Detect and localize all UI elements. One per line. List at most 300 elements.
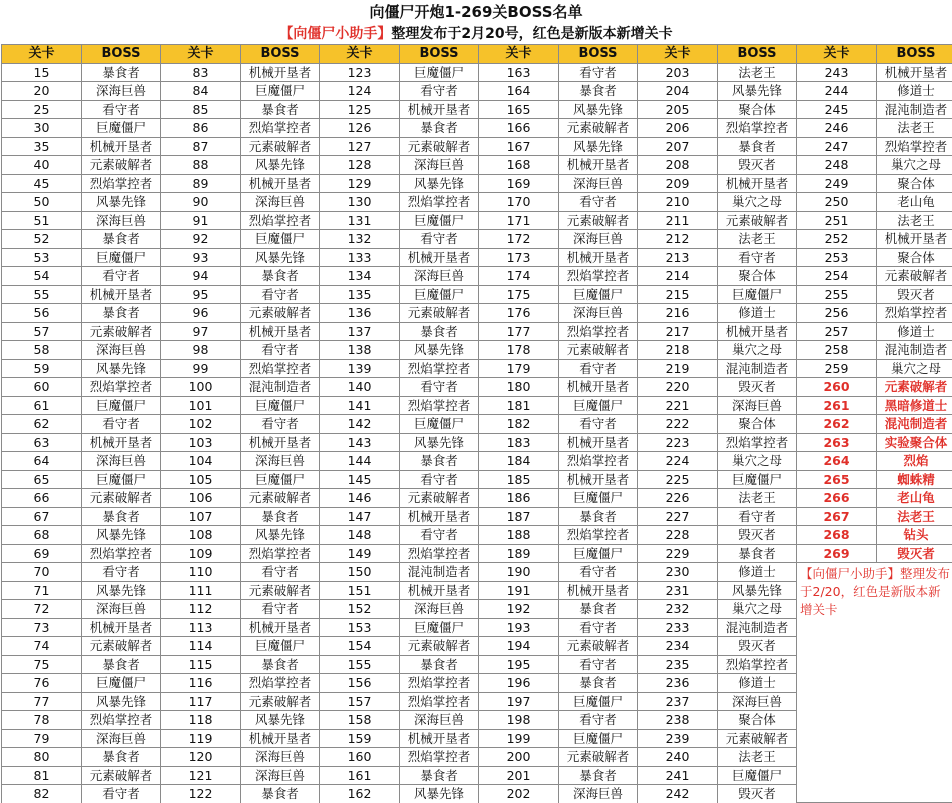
boss-cell: 元素破解者	[82, 156, 161, 175]
level-cell: 207	[638, 137, 718, 156]
table-row	[2, 285, 952, 304]
level-cell: 71	[2, 581, 82, 600]
boss-cell: 暴食者	[559, 82, 638, 101]
level-cell: 228	[638, 526, 718, 545]
level-cell: 241	[638, 766, 718, 785]
level-cell: 64	[2, 452, 82, 471]
table-row	[2, 415, 952, 434]
table-row	[2, 230, 952, 249]
boss-cell: 看守者	[559, 359, 638, 378]
boss-cell: 看守者	[241, 563, 320, 582]
boss-cell: 元素破解者	[241, 581, 320, 600]
level-cell: 139	[320, 359, 400, 378]
level-cell: 128	[320, 156, 400, 175]
level-cell: 242	[638, 785, 718, 803]
boss-cell: 暴食者	[559, 766, 638, 785]
level-cell: 244	[797, 82, 877, 101]
boss-cell: 烈焰	[877, 452, 952, 471]
level-cell: 256	[797, 304, 877, 323]
level-cell: 175	[479, 285, 559, 304]
table-row	[2, 267, 952, 286]
table-row	[2, 544, 952, 563]
boss-cell: 元素破解者	[718, 211, 797, 230]
level-cell: 84	[161, 82, 241, 101]
boss-cell: 巨魔僵尸	[241, 230, 320, 249]
level-cell: 75	[2, 655, 82, 674]
level-cell: 96	[161, 304, 241, 323]
level-cell: 156	[320, 674, 400, 693]
level-cell: 57	[2, 322, 82, 341]
boss-cell: 风暴先锋	[82, 359, 161, 378]
level-cell: 210	[638, 193, 718, 212]
level-cell: 107	[161, 507, 241, 526]
boss-cell: 烈焰掌控者	[82, 174, 161, 193]
level-cell: 269	[797, 544, 877, 563]
level-cell: 35	[2, 137, 82, 156]
level-cell: 125	[320, 100, 400, 119]
header-level: 关卡	[320, 45, 400, 64]
level-cell: 185	[479, 470, 559, 489]
boss-cell: 聚合体	[877, 174, 952, 193]
level-cell: 264	[797, 452, 877, 471]
level-cell: 153	[320, 618, 400, 637]
level-cell: 148	[320, 526, 400, 545]
boss-cell: 毁灭者	[877, 285, 952, 304]
level-cell: 60	[2, 378, 82, 397]
boss-table	[1, 44, 952, 803]
boss-cell: 看守者	[82, 415, 161, 434]
level-cell: 99	[161, 359, 241, 378]
boss-cell: 深海巨兽	[718, 396, 797, 415]
boss-cell: 机械开垦者	[877, 63, 952, 82]
boss-cell: 机械开垦者	[559, 433, 638, 452]
level-cell: 212	[638, 230, 718, 249]
level-cell: 229	[638, 544, 718, 563]
level-cell: 169	[479, 174, 559, 193]
table-row	[2, 63, 952, 82]
level-cell: 141	[320, 396, 400, 415]
boss-cell: 深海巨兽	[400, 156, 479, 175]
boss-cell: 蜘蛛精	[877, 470, 952, 489]
level-cell: 97	[161, 322, 241, 341]
page-title: 向僵尸开炮1-269关BOSS名单	[0, 0, 952, 24]
boss-cell: 机械开垦者	[241, 174, 320, 193]
level-cell: 236	[638, 674, 718, 693]
boss-cell: 巨魔僵尸	[718, 285, 797, 304]
boss-cell: 看守者	[82, 100, 161, 119]
boss-cell: 混沌制造者	[877, 415, 952, 434]
boss-cell: 暴食者	[718, 544, 797, 563]
level-cell: 233	[638, 618, 718, 637]
boss-cell: 元素破解者	[241, 692, 320, 711]
table-row	[2, 100, 952, 119]
boss-cell: 元素破解者	[559, 119, 638, 138]
level-cell: 248	[797, 156, 877, 175]
boss-cell: 钻头	[877, 526, 952, 545]
boss-cell: 机械开垦者	[877, 230, 952, 249]
boss-cell: 机械开垦者	[559, 156, 638, 175]
level-cell: 203	[638, 63, 718, 82]
level-cell: 219	[638, 359, 718, 378]
boss-cell: 暴食者	[82, 230, 161, 249]
level-cell: 187	[479, 507, 559, 526]
boss-cell: 烈焰掌控者	[400, 544, 479, 563]
level-cell: 163	[479, 63, 559, 82]
boss-cell: 暴食者	[400, 452, 479, 471]
level-cell: 105	[161, 470, 241, 489]
level-cell: 180	[479, 378, 559, 397]
header-boss: BOSS	[877, 45, 952, 64]
boss-cell: 烈焰掌控者	[877, 137, 952, 156]
boss-cell: 元素破解者	[559, 748, 638, 767]
boss-cell: 烈焰掌控者	[241, 674, 320, 693]
boss-cell: 混沌制造者	[718, 618, 797, 637]
boss-cell: 法老王	[718, 63, 797, 82]
header-level: 关卡	[161, 45, 241, 64]
level-cell: 255	[797, 285, 877, 304]
boss-cell: 巨魔僵尸	[241, 637, 320, 656]
level-cell: 134	[320, 267, 400, 286]
boss-cell: 混沌制造者	[877, 341, 952, 360]
boss-cell: 风暴先锋	[400, 174, 479, 193]
level-cell: 220	[638, 378, 718, 397]
boss-cell: 风暴先锋	[718, 82, 797, 101]
level-cell: 131	[320, 211, 400, 230]
level-cell: 72	[2, 600, 82, 619]
level-cell: 221	[638, 396, 718, 415]
boss-cell: 元素破解者	[400, 489, 479, 508]
boss-cell: 混沌制造者	[241, 378, 320, 397]
level-cell: 129	[320, 174, 400, 193]
level-cell: 50	[2, 193, 82, 212]
boss-cell: 巨魔僵尸	[559, 544, 638, 563]
boss-cell: 暴食者	[400, 119, 479, 138]
boss-cell: 聚合体	[718, 415, 797, 434]
level-cell: 90	[161, 193, 241, 212]
boss-cell: 毁灭者	[718, 637, 797, 656]
level-cell: 132	[320, 230, 400, 249]
level-cell: 161	[320, 766, 400, 785]
boss-cell: 风暴先锋	[82, 193, 161, 212]
header-row	[2, 45, 952, 64]
boss-cell: 看守者	[400, 526, 479, 545]
level-cell: 245	[797, 100, 877, 119]
boss-cell: 看守者	[718, 248, 797, 267]
boss-cell: 看守者	[82, 785, 161, 803]
boss-cell: 深海巨兽	[400, 600, 479, 619]
level-cell: 91	[161, 211, 241, 230]
level-cell: 73	[2, 618, 82, 637]
boss-cell: 元素破解者	[82, 637, 161, 656]
boss-cell: 巢穴之母	[718, 452, 797, 471]
boss-cell: 烈焰掌控者	[400, 674, 479, 693]
boss-cell: 巨魔僵尸	[241, 396, 320, 415]
table-row	[2, 489, 952, 508]
boss-cell: 元素破解者	[400, 304, 479, 323]
level-cell: 30	[2, 119, 82, 138]
level-cell: 140	[320, 378, 400, 397]
level-cell: 177	[479, 322, 559, 341]
level-cell: 215	[638, 285, 718, 304]
level-cell: 40	[2, 156, 82, 175]
boss-cell: 巨魔僵尸	[559, 396, 638, 415]
level-cell: 144	[320, 452, 400, 471]
table-row	[2, 211, 952, 230]
boss-cell: 巨魔僵尸	[400, 285, 479, 304]
boss-cell: 毁灭者	[718, 526, 797, 545]
table-row	[2, 507, 952, 526]
boss-cell: 风暴先锋	[718, 581, 797, 600]
boss-cell: 看守者	[718, 507, 797, 526]
level-cell: 259	[797, 359, 877, 378]
header-boss: BOSS	[718, 45, 797, 64]
level-cell: 112	[161, 600, 241, 619]
boss-cell: 法老王	[877, 211, 952, 230]
boss-cell: 巨魔僵尸	[82, 470, 161, 489]
level-cell: 25	[2, 100, 82, 119]
table-row	[2, 378, 952, 397]
level-cell: 243	[797, 63, 877, 82]
boss-cell: 机械开垦者	[559, 470, 638, 489]
boss-cell: 看守者	[241, 415, 320, 434]
level-cell: 195	[479, 655, 559, 674]
boss-cell: 巨魔僵尸	[82, 119, 161, 138]
boss-cell: 风暴先锋	[82, 692, 161, 711]
level-cell: 95	[161, 285, 241, 304]
boss-cell: 烈焰掌控者	[718, 119, 797, 138]
level-cell: 123	[320, 63, 400, 82]
boss-cell: 烈焰掌控者	[400, 692, 479, 711]
boss-cell: 元素破解者	[241, 137, 320, 156]
level-cell: 201	[479, 766, 559, 785]
level-cell: 173	[479, 248, 559, 267]
boss-cell: 风暴先锋	[400, 341, 479, 360]
level-cell: 58	[2, 341, 82, 360]
boss-cell: 机械开垦者	[400, 248, 479, 267]
level-cell: 209	[638, 174, 718, 193]
level-cell: 150	[320, 563, 400, 582]
page-subtitle	[0, 24, 952, 44]
level-cell: 76	[2, 674, 82, 693]
level-cell: 191	[479, 581, 559, 600]
boss-cell: 风暴先锋	[559, 100, 638, 119]
level-cell: 265	[797, 470, 877, 489]
table-row	[2, 526, 952, 545]
boss-cell: 巨魔僵尸	[400, 415, 479, 434]
level-cell: 67	[2, 507, 82, 526]
boss-cell: 深海巨兽	[718, 692, 797, 711]
boss-cell: 看守者	[559, 193, 638, 212]
level-cell: 115	[161, 655, 241, 674]
table-row	[2, 396, 952, 415]
level-cell: 77	[2, 692, 82, 711]
boss-cell: 暴食者	[241, 785, 320, 803]
boss-cell: 巨魔僵尸	[241, 82, 320, 101]
level-cell: 183	[479, 433, 559, 452]
boss-cell: 混沌制造者	[877, 100, 952, 119]
table-row	[2, 452, 952, 471]
boss-cell: 元素破解者	[241, 489, 320, 508]
level-cell: 117	[161, 692, 241, 711]
level-cell: 266	[797, 489, 877, 508]
boss-cell: 看守者	[241, 600, 320, 619]
level-cell: 135	[320, 285, 400, 304]
boss-cell: 烈焰掌控者	[82, 711, 161, 730]
level-cell: 218	[638, 341, 718, 360]
boss-cell: 机械开垦者	[241, 63, 320, 82]
boss-cell: 暴食者	[559, 600, 638, 619]
level-cell: 114	[161, 637, 241, 656]
level-cell: 240	[638, 748, 718, 767]
boss-cell: 风暴先锋	[241, 711, 320, 730]
level-cell: 186	[479, 489, 559, 508]
boss-cell: 机械开垦者	[400, 581, 479, 600]
level-cell: 15	[2, 63, 82, 82]
boss-cell: 烈焰掌控者	[718, 433, 797, 452]
level-cell: 167	[479, 137, 559, 156]
boss-cell: 风暴先锋	[400, 433, 479, 452]
boss-cell: 深海巨兽	[559, 230, 638, 249]
level-cell: 124	[320, 82, 400, 101]
boss-cell: 暴食者	[718, 137, 797, 156]
boss-cell: 烈焰掌控者	[559, 322, 638, 341]
table-row	[2, 156, 952, 175]
level-cell: 222	[638, 415, 718, 434]
level-cell: 59	[2, 359, 82, 378]
level-cell: 86	[161, 119, 241, 138]
level-cell: 20	[2, 82, 82, 101]
boss-cell: 烈焰掌控者	[400, 396, 479, 415]
level-cell: 119	[161, 729, 241, 748]
level-cell: 118	[161, 711, 241, 730]
level-cell: 258	[797, 341, 877, 360]
level-cell: 54	[2, 267, 82, 286]
boss-cell: 元素破解者	[559, 637, 638, 656]
boss-cell: 修道士	[718, 674, 797, 693]
level-cell: 79	[2, 729, 82, 748]
level-cell: 164	[479, 82, 559, 101]
level-cell: 162	[320, 785, 400, 803]
level-cell: 103	[161, 433, 241, 452]
boss-cell: 毁灭者	[877, 544, 952, 563]
level-cell: 189	[479, 544, 559, 563]
level-cell: 234	[638, 637, 718, 656]
level-cell: 226	[638, 489, 718, 508]
table-row	[2, 174, 952, 193]
boss-cell: 看守者	[82, 563, 161, 582]
level-cell: 211	[638, 211, 718, 230]
boss-cell: 风暴先锋	[82, 526, 161, 545]
boss-cell: 巨魔僵尸	[718, 766, 797, 785]
boss-cell: 风暴先锋	[241, 526, 320, 545]
header-boss: BOSS	[400, 45, 479, 64]
boss-cell: 机械开垦者	[82, 433, 161, 452]
boss-cell: 烈焰掌控者	[400, 748, 479, 767]
level-cell: 66	[2, 489, 82, 508]
boss-cell: 巨魔僵尸	[241, 470, 320, 489]
level-cell: 166	[479, 119, 559, 138]
boss-cell: 烈焰掌控者	[559, 267, 638, 286]
boss-cell: 烈焰掌控者	[559, 452, 638, 471]
boss-cell: 深海巨兽	[241, 766, 320, 785]
boss-cell: 实验聚合体	[877, 433, 952, 452]
level-cell: 101	[161, 396, 241, 415]
boss-cell: 暴食者	[241, 267, 320, 286]
boss-cell: 暴食者	[241, 507, 320, 526]
boss-cell: 巢穴之母	[718, 193, 797, 212]
header-level: 关卡	[2, 45, 82, 64]
level-cell: 205	[638, 100, 718, 119]
boss-cell: 深海巨兽	[559, 785, 638, 803]
level-cell: 192	[479, 600, 559, 619]
level-cell: 121	[161, 766, 241, 785]
boss-cell: 法老王	[877, 119, 952, 138]
boss-cell: 看守者	[559, 655, 638, 674]
level-cell: 184	[479, 452, 559, 471]
level-cell: 70	[2, 563, 82, 582]
level-cell: 106	[161, 489, 241, 508]
boss-cell: 风暴先锋	[82, 581, 161, 600]
level-cell: 230	[638, 563, 718, 582]
boss-cell: 深海巨兽	[559, 174, 638, 193]
boss-cell: 巨魔僵尸	[559, 285, 638, 304]
boss-cell: 机械开垦者	[241, 729, 320, 748]
level-cell: 214	[638, 267, 718, 286]
boss-cell: 看守者	[559, 63, 638, 82]
boss-cell: 混沌制造者	[718, 359, 797, 378]
table-row	[2, 304, 952, 323]
level-cell: 104	[161, 452, 241, 471]
level-cell: 82	[2, 785, 82, 803]
boss-cell: 元素破解者	[559, 211, 638, 230]
level-cell: 197	[479, 692, 559, 711]
level-cell: 206	[638, 119, 718, 138]
subtitle-highlight: 【向僵尸小助手】	[279, 26, 391, 42]
table-row	[2, 193, 952, 212]
boss-cell: 暴食者	[82, 507, 161, 526]
boss-cell: 烈焰掌控者	[241, 211, 320, 230]
boss-cell: 深海巨兽	[241, 748, 320, 767]
level-cell: 227	[638, 507, 718, 526]
boss-cell: 看守者	[400, 470, 479, 489]
level-cell: 249	[797, 174, 877, 193]
boss-cell: 修道士	[877, 82, 952, 101]
table-row	[2, 82, 952, 101]
header-boss: BOSS	[241, 45, 320, 64]
boss-cell: 深海巨兽	[400, 267, 479, 286]
boss-cell: 风暴先锋	[241, 156, 320, 175]
level-cell: 130	[320, 193, 400, 212]
level-cell: 98	[161, 341, 241, 360]
level-cell: 94	[161, 267, 241, 286]
level-cell: 204	[638, 82, 718, 101]
boss-cell: 看守者	[241, 341, 320, 360]
boss-cell: 巢穴之母	[718, 600, 797, 619]
level-cell: 181	[479, 396, 559, 415]
table-row	[2, 470, 952, 489]
level-cell: 199	[479, 729, 559, 748]
boss-cell: 老山龟	[877, 489, 952, 508]
level-cell: 200	[479, 748, 559, 767]
level-cell: 174	[479, 267, 559, 286]
level-cell: 267	[797, 507, 877, 526]
boss-cell: 深海巨兽	[82, 211, 161, 230]
boss-cell: 烈焰掌控者	[82, 378, 161, 397]
level-cell: 193	[479, 618, 559, 637]
boss-cell: 法老王	[718, 230, 797, 249]
level-cell: 239	[638, 729, 718, 748]
level-cell: 61	[2, 396, 82, 415]
